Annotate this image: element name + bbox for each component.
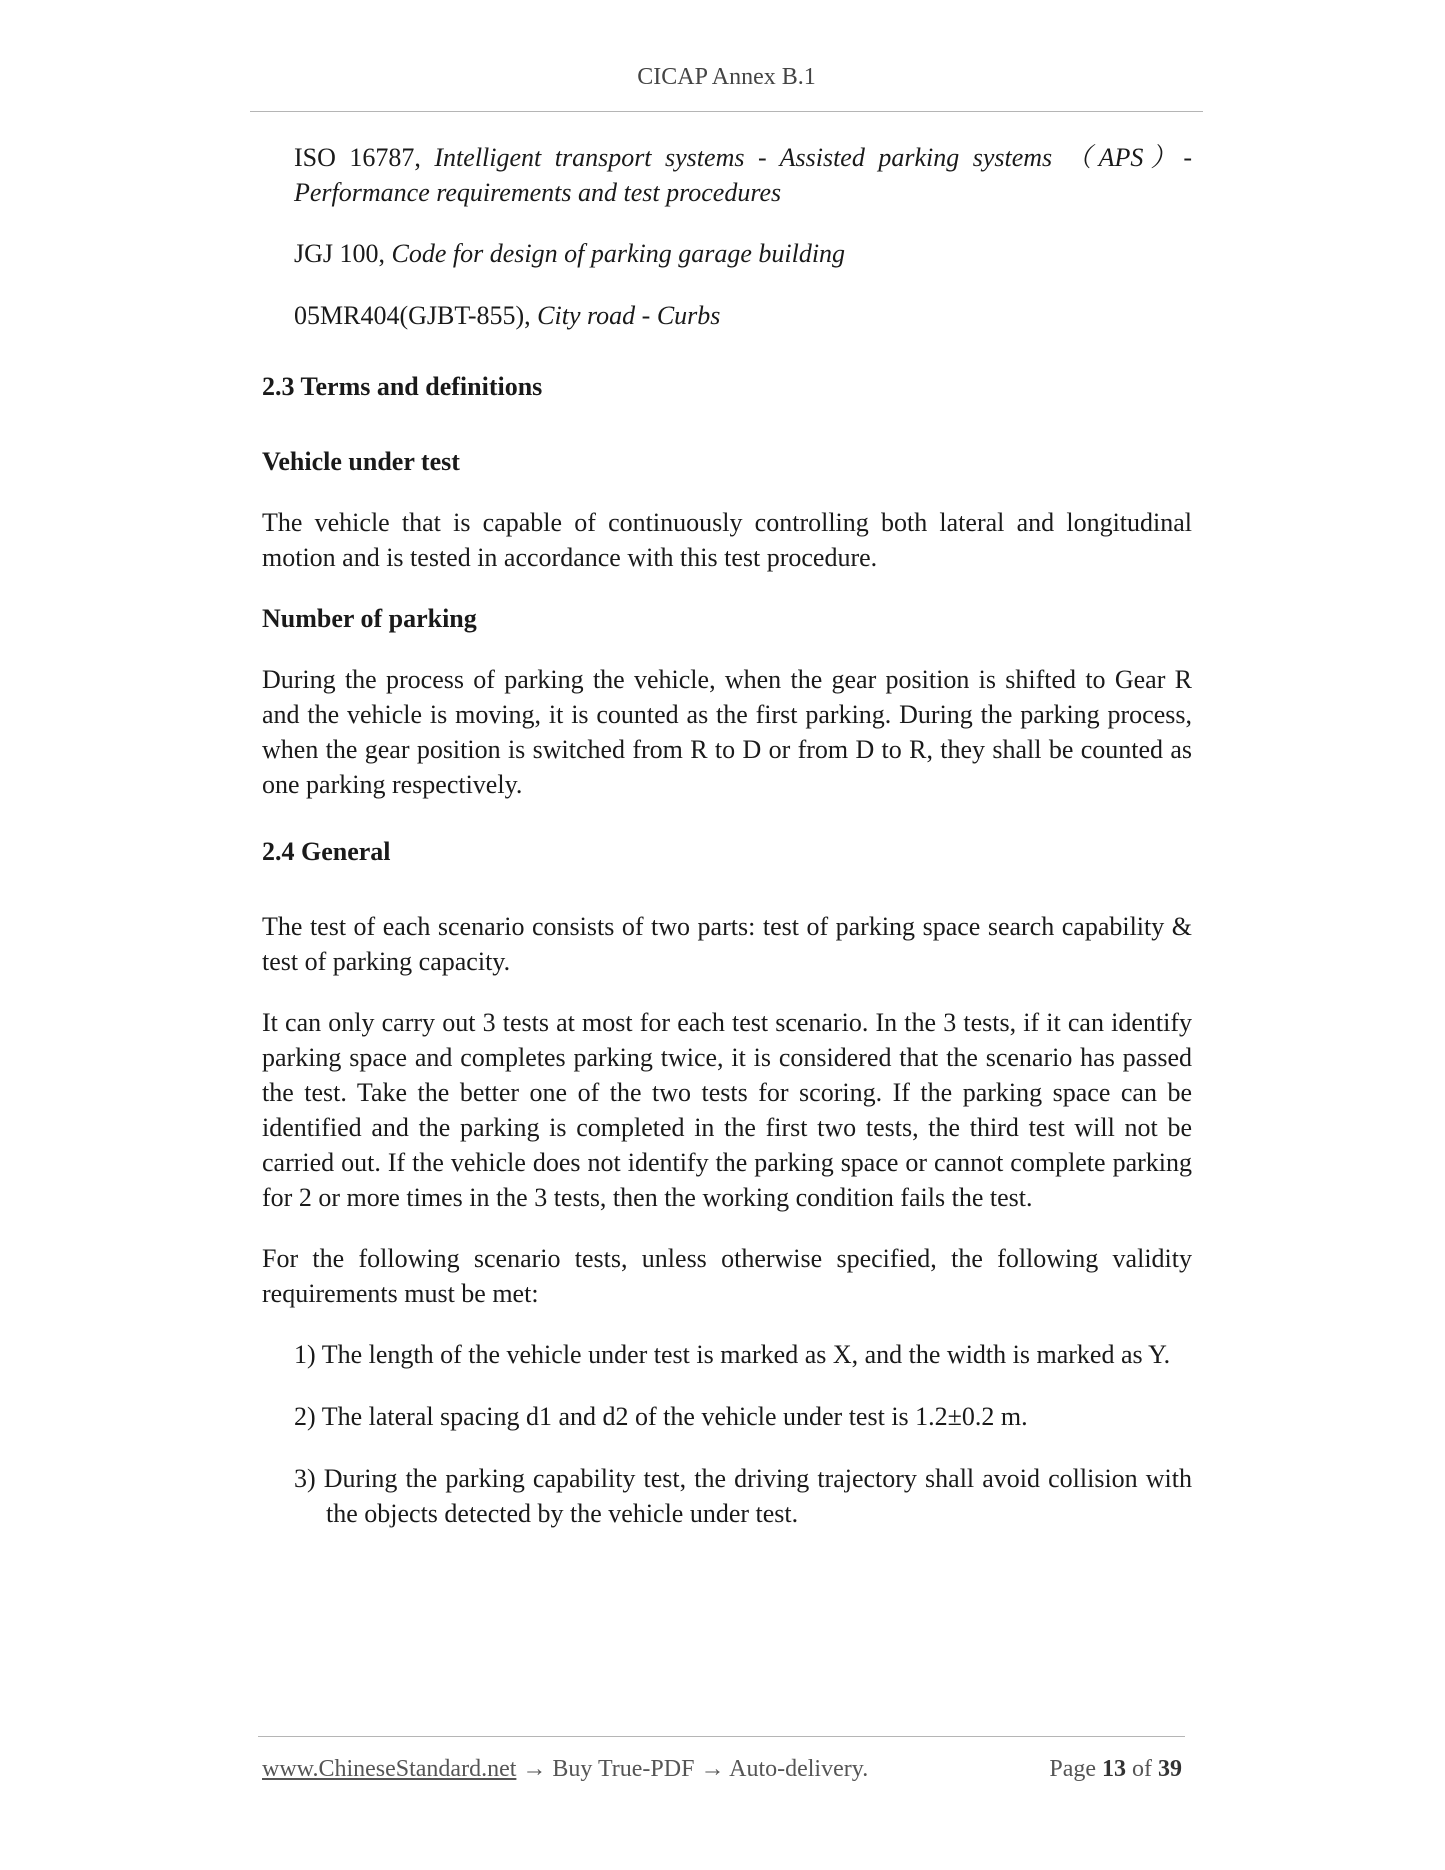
footer-promo [262, 1756, 868, 1783]
website-link[interactable]: www.ChineseStandard.net [262, 1756, 517, 1782]
reference-title: Code for design of parking garage building [391, 239, 846, 268]
requirement-item: 1) The length of the vehicle under test is marked as X, and the width is marked as Y. [294, 1340, 1171, 1369]
reference-code: 05MR404(GJBT-855), [294, 301, 531, 330]
page-header: CICAP Annex B.1 [637, 64, 816, 90]
page-label: Page [1049, 1756, 1096, 1782]
total-pages: 39 [1158, 1756, 1182, 1782]
of-label: of [1132, 1756, 1152, 1782]
general-paragraph: The test of each scenario consists of two parts: test of parking space search capability & test of parking capacity. [262, 912, 1192, 976]
term-definition: The vehicle that is capable of continuously controlling both lateral and longitudinal motion and is tested in accordance with this test procedure. [262, 508, 1192, 572]
requirement-item: 3) During the parking capability test, the driving trajectory shall avoid collision with the objects detected by the vehicle under test. [294, 1464, 1192, 1528]
reference-code: JGJ 100, [294, 239, 386, 268]
term-title: Vehicle under test [262, 447, 460, 476]
general-paragraph: For the following scenario tests, unless otherwise specified, the following validity requirements must be met: [262, 1244, 1192, 1308]
page-footer [262, 1756, 1182, 1788]
reference-item [262, 140, 1192, 210]
requirements-list [262, 1337, 1192, 1531]
footer-tagline: → Buy True-PDF → Auto-delivery. [522, 1756, 869, 1782]
reference-title: Intelligent transport systems - Assisted parking systems （APS）- Performance requirements and test procedures [294, 143, 1193, 207]
footer-divider [258, 1736, 1185, 1737]
reference-item [262, 298, 1192, 333]
header-divider [250, 111, 1203, 112]
reference-item [262, 236, 1192, 271]
general-paragraph: It can only carry out 3 tests at most for each test scenario. In the 3 tests, if it can identify parking space and completes parking twice, it is considered that the scenario has passed the test. Take the better one of the two tests for scoring. If the parking space can be identified and the parking is completed in the first two tests, the third test will not be carried out. If the vehicle does not identify the parking space or cannot complete parking for 2 or more times in the 3 tests, then the working condition fails the test. [262, 1008, 1192, 1212]
reference-code: ISO 16787, [294, 143, 421, 172]
reference-title: City road - Curbs [537, 301, 721, 330]
section-heading-terms: 2.3 Terms and definitions [262, 372, 543, 401]
document-body [262, 140, 1192, 1558]
requirement-item: 2) The lateral spacing d1 and d2 of the vehicle under test is 1.2±0.2 m. [294, 1402, 1028, 1431]
page-number: 13 [1102, 1756, 1126, 1782]
term-definition: During the process of parking the vehicle, when the gear position is shifted to Gear R and the vehicle is moving, it is counted as the first parking. During the parking process, when the gear position is switched from R to D or from D to R, they shall be counted as one parking respectively. [262, 665, 1192, 799]
page-indicator [1049, 1756, 1182, 1783]
section-heading-general: 2.4 General [262, 837, 391, 866]
term-title: Number of parking [262, 604, 477, 633]
